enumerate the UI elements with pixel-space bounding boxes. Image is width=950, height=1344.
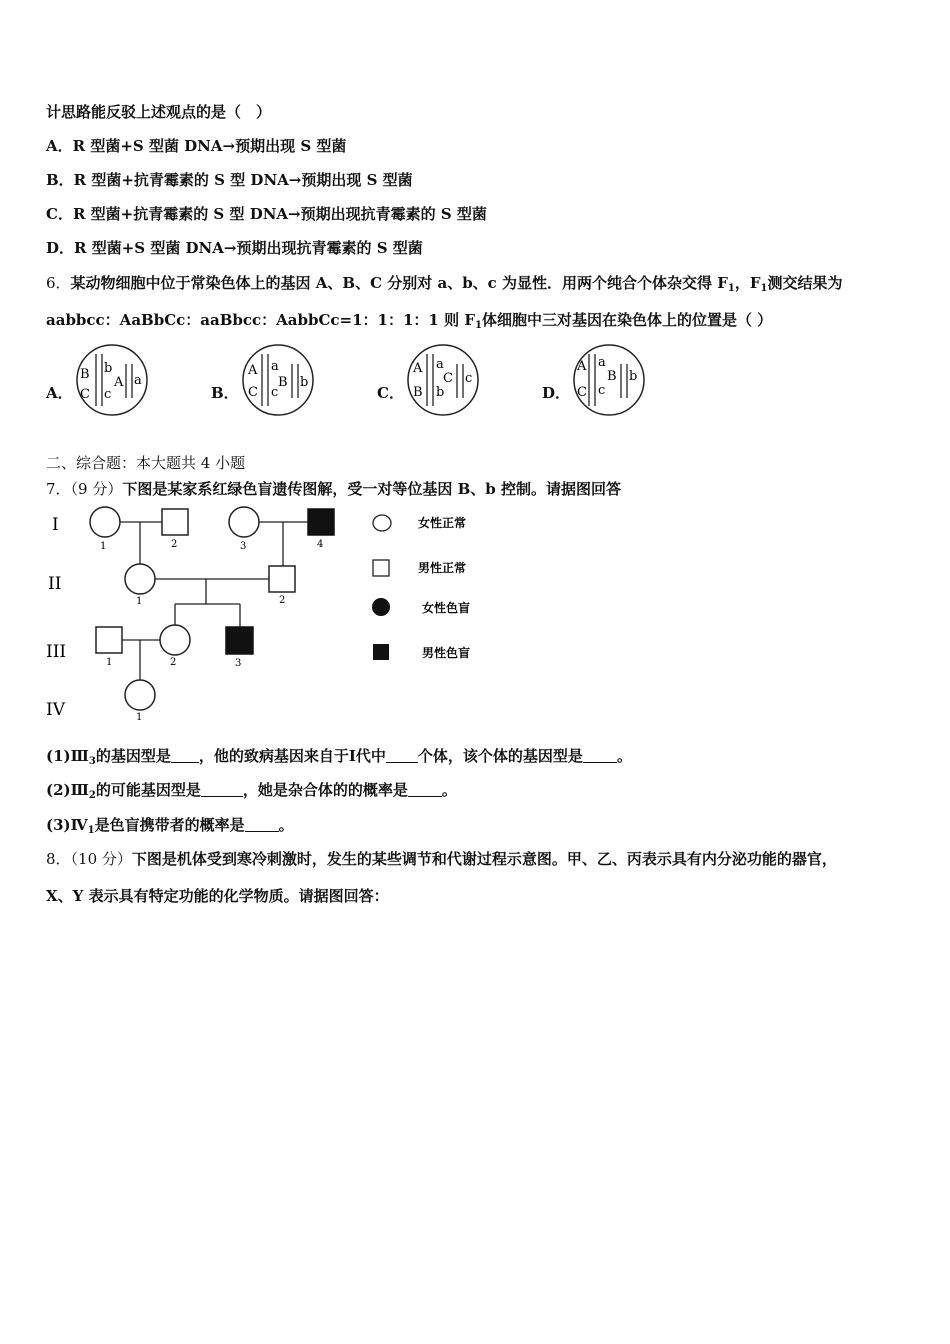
answer-blank-1[interactable] (171, 748, 199, 763)
q6-stem-line2: aabbcc：AaBbCc：aaBbcc：AabbCc=1：1：1：1 则 $F_1$体细胞中三对基因在染色体上的位置是（ ） (46, 311, 773, 331)
q8-number: 8． (46, 850, 71, 868)
svg-text:3: 3 (235, 658, 242, 669)
cell-c-gene-2: a (436, 357, 444, 372)
pedigree-II2-male-normal (269, 566, 295, 592)
q6-option-b-label: B． (211, 384, 239, 402)
legend-male-normal-symbol (373, 560, 389, 576)
answer-blank-4[interactable] (201, 782, 243, 797)
generation-label-4: IV (46, 700, 65, 720)
answer-blank-5[interactable] (408, 782, 442, 797)
q6-option-a-label: A． (46, 384, 73, 402)
legend-female-colorblind: 女性色盲 (422, 601, 471, 615)
q5-option-d: D．R 型菌+S 型菌 DNA→预期出现抗青霉素的 S 型菌 (46, 239, 423, 257)
legend-female-normal-symbol (373, 515, 391, 531)
cell-a-gene-4: c (104, 387, 112, 402)
q6-option-c-label: C． (377, 384, 404, 402)
pedigree-II1-female-normal (125, 564, 155, 594)
q5-option-c: C．R 型菌+抗青霉素的 S 型 DNA→预期出现抗青霉素的 S 型菌 (46, 205, 487, 223)
q7-subquestion-2: $(2)Ⅲ_2$的可能基因型是 ，她是杂合体的的概率是 。 (46, 781, 457, 801)
cell-c-gene-6: c (465, 371, 473, 386)
pedigree-IV1-female-normal (125, 680, 155, 710)
cell-d-gene-5: B (607, 369, 617, 384)
cell-diagram-b (240, 342, 316, 418)
section2-title: 二、综合题：本大题共 4 小题 (46, 454, 246, 472)
svg-text:3: 3 (240, 541, 247, 552)
q7-subquestion-3: $(3)Ⅳ_1$是色盲携带者的概率是 。 (46, 816, 294, 836)
cell-c-gene-1: A (413, 361, 423, 376)
svg-text:1: 1 (106, 657, 113, 668)
q8-score: （10 分） (70, 850, 132, 868)
q5-option-b: B．R 型菌+抗青霉素的 S 型 DNA→预期出现 S 型菌 (46, 171, 413, 189)
cell-a-gene-5: A (114, 375, 124, 390)
q5-stem-tail: 计思路能反驳上述观点的是（ ） (46, 103, 272, 121)
svg-text:2: 2 (170, 657, 177, 668)
legend-male-colorblind-symbol (373, 644, 389, 660)
pedigree-III2-female-normal (160, 625, 190, 655)
svg-text:1: 1 (136, 596, 143, 607)
q8-stem-line2: X、Y 表示具有特定功能的化学物质。请据图回答： (46, 887, 389, 905)
q7-stem: 7．（9 分）下图是某家系红绿色盲遗传图解，受一对等位基因 B、b 控制。请据图回答 (46, 480, 621, 498)
cell-a-gene-6: a (134, 373, 142, 388)
legend-male-colorblind: 男性色盲 (422, 646, 471, 660)
cell-b-gene-6: b (300, 375, 309, 390)
q6-option-d-label: D． (542, 384, 571, 402)
answer-blank-3[interactable] (583, 748, 617, 763)
cell-a-gene-2: b (104, 361, 113, 376)
cell-d-gene-2: a (598, 355, 606, 370)
cell-b-gene-4: c (271, 385, 279, 400)
svg-text:4: 4 (317, 539, 324, 550)
cell-a-gene-3: C (80, 387, 90, 402)
cell-diagram-c (405, 342, 481, 418)
legend-female-normal: 女性正常 (418, 516, 467, 530)
cell-a-gene-1: B (80, 367, 90, 382)
q5-option-a: A．R 型菌+S 型菌 DNA→预期出现 S 型菌 (46, 137, 347, 155)
cell-b-gene-3: C (248, 385, 258, 400)
q7-number: 7． (46, 480, 71, 498)
answer-blank-2[interactable] (386, 748, 418, 763)
cell-diagram-d (571, 342, 647, 418)
svg-text:1: 1 (100, 541, 107, 552)
q6-number: 6． (46, 274, 71, 292)
svg-text:2: 2 (279, 595, 286, 606)
cell-c-gene-4: b (436, 385, 445, 400)
svg-text:2: 2 (171, 539, 178, 550)
answer-blank-6[interactable] (245, 817, 279, 832)
cell-d-gene-3: C (577, 385, 587, 400)
cell-c-gene-5: C (443, 371, 453, 386)
legend-female-colorblind-symbol (372, 598, 390, 616)
pedigree-chart (40, 500, 480, 730)
q7-subquestion-1: $(1)Ⅲ_3$的基因型是 ，他的致病基因来自于Ⅰ代中 个体，该个体的基因型是 。 (46, 747, 632, 767)
legend-male-normal: 男性正常 (418, 561, 467, 575)
cell-d-gene-4: c (598, 383, 606, 398)
pedigree-I1-female-normal (90, 507, 120, 537)
q8-stem-line1: 8．（10 分）下图是机体受到寒冷刺激时，发生的某些调节和代谢过程示意图。甲、乙、丙表示具有内分泌功能的器官， (46, 850, 837, 868)
cell-d-gene-1: A (577, 359, 587, 374)
cell-b-gene-2: a (271, 359, 279, 374)
pedigree-I3-female-normal (229, 507, 259, 537)
pedigree-I2-male-normal (162, 509, 188, 535)
pedigree-III3-male-colorblind (226, 627, 253, 654)
generation-label-3: III (46, 642, 67, 662)
cell-b-gene-5: B (278, 375, 288, 390)
cell-d-gene-6: b (629, 369, 638, 384)
pedigree-I4-male-colorblind (308, 509, 334, 535)
svg-text:1: 1 (136, 712, 143, 723)
generation-label-1: I (52, 515, 59, 535)
q7-score: （9 分） (70, 480, 123, 498)
cell-diagram-a (74, 342, 150, 418)
pedigree-III1-male-normal (96, 627, 122, 653)
generation-label-2: II (48, 574, 62, 594)
cell-c-gene-3: B (413, 385, 423, 400)
q6-stem-line1: 6．某动物细胞中位于常染色体上的基因 A、B、C 分别对 a、b、c 为显性．用两个纯合个体杂交得 $F_1$，$F_1$测交结果为 (46, 274, 843, 294)
cell-b-gene-1: A (248, 363, 258, 378)
